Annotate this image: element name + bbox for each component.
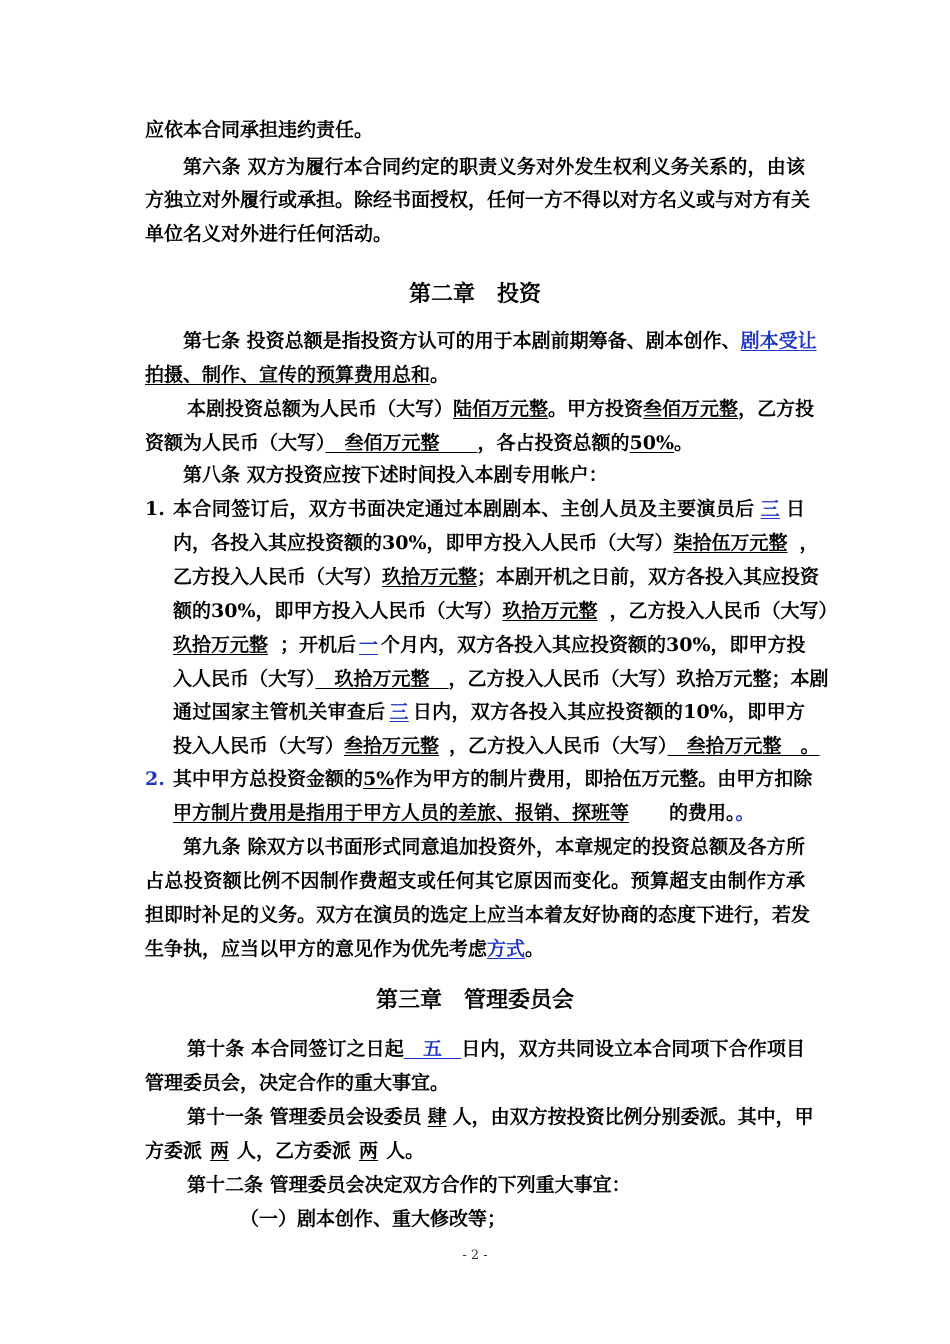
page-number: - 2 - — [462, 1248, 488, 1263]
article-6-line-2: 方独立对外履行或承担。除经书面授权，任何一方不得以对方名义或与对方有关 — [145, 189, 811, 211]
article-8: 第八条 双方投资应按下述时间投入本剧专用帐户： — [183, 464, 608, 486]
article-9-line-4: 生争执，应当以甲方的意见作为优先考虑方式。 — [145, 938, 545, 960]
item-2-line-1: 其中甲方总投资金额的5%作为甲方的制片费用，即拾伍万元整。由甲方扣除 — [173, 768, 813, 790]
article-7-line-2: 拍摄、制作、宣传的预算费用总和。 — [145, 364, 450, 386]
item-1-line-6: 入人民币（大写） 玖拾万元整 ，乙方投入人民币（大写）玖拾万元整；本剧 — [173, 668, 829, 690]
list-number-1: 1. — [145, 498, 165, 520]
item-1-line-4: 额的30%，即甲方投入人民币（大写）玖拾万元整 ，乙方投入人民币（大写） — [173, 600, 838, 622]
article-10-line-1: 第十条 本合同签订之日起 五 日内，双方共同设立本合同项下合作项目 — [187, 1038, 805, 1060]
article-7-line-1: 第七条 投资总额是指投资方认可的用于本剧前期筹备、剧本创作、剧本受让 — [183, 330, 817, 352]
chapter-3-heading: 第三章 管理委员会 — [375, 987, 574, 1013]
list-number-2: 2. — [145, 768, 165, 790]
article-6-line-1: 第六条 双方为履行本合同约定的职责义务对外发生权利义务关系的，由该 — [183, 156, 805, 178]
article-12-item-1: （一）剧本创作、重大修改等； — [240, 1208, 507, 1230]
article-9-line-2: 占总投资额比例不因制作费超支或任何其它原因而变化。预算超支由制作方承 — [145, 870, 805, 892]
investment-total-line-1: 本剧投资总额为人民币（大写）陆佰万元整。甲方投资叁佰万元整，乙方投 — [187, 398, 815, 420]
item-1-line-8: 投入人民币（大写）叁拾万元整 ，乙方投入人民币（大写） 叁拾万元整 。 — [173, 735, 820, 757]
paragraph-intro: 应依本合同承担违约责任。 — [145, 119, 374, 141]
chapter-2-heading: 第二章 投资 — [408, 281, 541, 307]
item-1-line-3: 乙方投入人民币（大写）玖拾万元整；本剧开机之日前，双方各投入其应投资 — [173, 566, 820, 588]
item-1-line-5: 玖拾万元整 ；开机后 一 个月内，双方各投入其应投资额的30%，即甲方投 — [173, 634, 806, 656]
investment-total-line-2: 资额为人民币（大写） 叁佰万元整 ，各占投资总额的50%。 — [145, 432, 694, 454]
article-6-line-3: 单位名义对外进行任何活动。 — [145, 223, 393, 245]
item-1-line-1: 本合同签订后，双方书面决定通过本剧剧本、主创人员及主要演员后 三 日 — [173, 498, 805, 520]
article-10-line-2: 管理委员会，决定合作的重大事宜。 — [145, 1072, 450, 1094]
article-7-revision-insert: 剧本受让 — [740, 330, 817, 352]
article-12: 第十二条 管理委员会决定双方合作的下列重大事宜： — [187, 1174, 631, 1196]
article-9-line-1: 第九条 除双方以书面形式同意追加投资外，本章规定的投资总额及各方所 — [183, 836, 805, 858]
article-11-line-2: 方委派 两 人，乙方委派 两 人。 — [145, 1140, 425, 1162]
article-11-line-1: 第十一条 管理委员会设委员 肆 人，由双方按投资比例分别委派。其中，甲 — [187, 1106, 814, 1128]
article-9-line-3: 担即时补足的义务。双方在演员的选定上应当本着友好协商的态度下进行，若发 — [145, 904, 811, 926]
item-2-line-2: 甲方制片费用是指用于甲方人员的差旅、报销、探班等 的费用。。 — [173, 802, 755, 824]
item-1-line-7: 通过国家主管机关审查后 三 日内，双方各投入其应投资额的10%，即甲方 — [173, 701, 805, 723]
item-1-line-2: 内，各投入其应投资额的30%，即甲方投入人民币（大写）柒拾伍万元整 ， — [173, 532, 819, 554]
